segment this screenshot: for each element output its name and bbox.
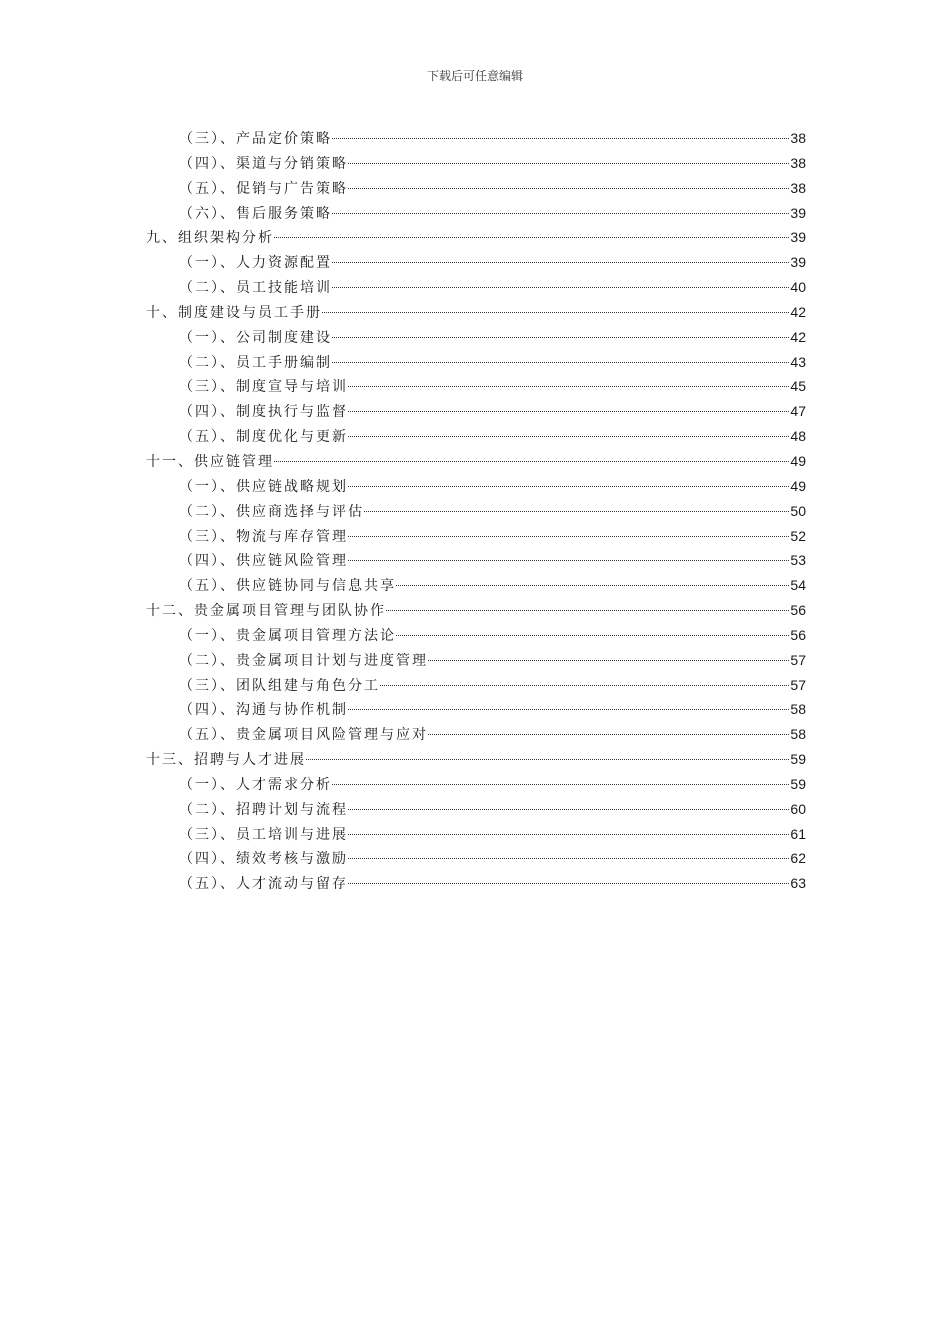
toc-entry-label: （二）、招聘计划与流程 <box>179 801 348 818</box>
toc-entry[interactable] <box>146 275 806 300</box>
toc-dot-leader <box>274 461 789 462</box>
toc-entry-label: 十一、供应链管理 <box>146 453 274 470</box>
toc-page-number: 39 <box>790 204 806 221</box>
toc-entry-label: （三）、产品定价策略 <box>179 131 332 147</box>
toc-page-number: 49 <box>790 477 806 494</box>
toc-entry-label: （二）、员工手册编制 <box>179 354 332 371</box>
toc-dot-leader <box>348 809 789 810</box>
toc-dot-leader <box>386 610 789 611</box>
toc-page-number: 60 <box>790 800 806 817</box>
toc-dot-leader <box>348 411 789 412</box>
toc-page-number: 61 <box>790 825 806 842</box>
toc-dot-leader <box>332 287 789 288</box>
toc-dot-leader <box>396 635 789 636</box>
toc-dot-leader <box>332 337 789 338</box>
toc-entry-label: （六）、售后服务策略 <box>179 205 332 222</box>
toc-page-number: 53 <box>790 552 806 569</box>
toc-page-number: 40 <box>790 279 806 296</box>
toc-entry-label: （五）、供应链协同与信息共享 <box>179 578 396 595</box>
toc-entry-label: 十二、贵金属项目管理与团队协作 <box>146 603 386 620</box>
toc-entry[interactable] <box>146 772 806 797</box>
toc-entry-label: （三）、团队组建与角色分工 <box>179 677 380 694</box>
toc-entry-label: （三）、物流与库存管理 <box>179 528 348 545</box>
toc-dot-leader <box>332 784 789 785</box>
toc-page-number: 45 <box>790 378 806 395</box>
toc-entry[interactable] <box>146 548 806 573</box>
toc-entry-label: （五）、制度优化与更新 <box>179 429 348 446</box>
toc-entry[interactable] <box>146 747 806 772</box>
toc-entry-label: （一）、贵金属项目管理方法论 <box>179 627 396 644</box>
toc-entry[interactable] <box>146 697 806 722</box>
toc-dot-leader <box>348 536 789 537</box>
toc-entry[interactable] <box>146 623 806 648</box>
toc-dot-leader <box>332 362 789 363</box>
toc-dot-leader <box>274 237 789 238</box>
toc-entry[interactable] <box>146 126 806 151</box>
toc-dot-leader <box>348 709 789 710</box>
toc-dot-leader <box>332 138 789 139</box>
toc-entry-label: （一）、公司制度建设 <box>179 329 332 346</box>
toc-entry-label: （五）、贵金属项目风险管理与应对 <box>179 727 428 744</box>
toc-entry-label: （三）、制度宣导与培训 <box>179 379 348 396</box>
toc-entry[interactable] <box>146 871 806 896</box>
toc-entry[interactable] <box>146 374 806 399</box>
toc-dot-leader <box>348 883 789 884</box>
toc-dot-leader <box>348 486 789 487</box>
toc-page-number: 59 <box>790 751 806 768</box>
toc-page-number: 39 <box>790 254 806 271</box>
toc-entry[interactable] <box>146 846 806 871</box>
toc-dot-leader <box>332 262 789 263</box>
toc-entry-label: （二）、供应商选择与评估 <box>179 503 364 520</box>
toc-entry[interactable] <box>146 201 806 226</box>
toc-entry[interactable] <box>146 524 806 549</box>
toc-page-number: 43 <box>790 353 806 370</box>
toc-entry[interactable] <box>146 474 806 499</box>
toc-page-number: 39 <box>790 229 806 246</box>
page-header: 下载后可任意编辑 <box>426 69 523 83</box>
toc-dot-leader <box>396 585 789 586</box>
toc-dot-leader <box>348 188 789 189</box>
toc-page-number: 58 <box>790 701 806 718</box>
toc-dot-leader <box>428 660 789 661</box>
toc-entry-label: （一）、人才需求分析 <box>179 776 332 793</box>
toc-page-number: 59 <box>790 775 806 792</box>
toc-entry[interactable] <box>146 424 806 449</box>
toc-entry[interactable] <box>146 648 806 673</box>
toc-dot-leader <box>348 386 789 387</box>
toc-entry-label: （一）、人力资源配置 <box>179 255 332 272</box>
toc-entry[interactable] <box>146 449 806 474</box>
toc-page-number: 54 <box>790 577 806 594</box>
toc-page-number: 62 <box>790 850 806 867</box>
toc-entry-label: （四）、沟通与协作机制 <box>179 702 348 719</box>
table-of-contents <box>146 126 806 896</box>
toc-dot-leader <box>348 858 789 859</box>
toc-page-number: 58 <box>790 726 806 743</box>
toc-dot-leader <box>348 560 789 561</box>
toc-dot-leader <box>348 834 789 835</box>
toc-entry[interactable] <box>146 573 806 598</box>
toc-dot-leader <box>364 511 789 512</box>
toc-dot-leader <box>348 436 789 437</box>
toc-page-number: 57 <box>790 676 806 693</box>
toc-entry[interactable] <box>146 151 806 176</box>
toc-page-number: 50 <box>790 502 806 519</box>
toc-entry-label: （四）、渠道与分销策略 <box>179 155 348 172</box>
toc-entry[interactable] <box>146 673 806 698</box>
toc-entry-label: （二）、贵金属项目计划与进度管理 <box>179 652 428 669</box>
toc-page-number: 38 <box>790 154 806 171</box>
toc-page-number: 48 <box>790 428 806 445</box>
toc-page-number: 49 <box>790 452 806 469</box>
toc-entry-label: （一）、供应链战略规划 <box>179 478 348 495</box>
toc-page-number: 38 <box>790 130 806 146</box>
toc-entry-label: （三）、员工培训与进展 <box>179 826 348 843</box>
toc-entry[interactable] <box>146 499 806 524</box>
toc-entry[interactable] <box>146 325 806 350</box>
toc-dot-leader <box>380 685 789 686</box>
toc-page-number: 38 <box>790 179 806 196</box>
toc-entry[interactable] <box>146 797 806 822</box>
toc-page-number: 57 <box>790 651 806 668</box>
toc-entry-label: （四）、制度执行与监督 <box>179 404 348 421</box>
toc-entry[interactable] <box>146 350 806 375</box>
toc-entry-label: 十三、招聘与人才进展 <box>146 752 306 769</box>
toc-entry-label: 九、组织架构分析 <box>146 230 274 247</box>
toc-page-number: 63 <box>790 875 806 892</box>
toc-entry[interactable] <box>146 250 806 275</box>
toc-dot-leader <box>348 163 789 164</box>
toc-page-number: 52 <box>790 527 806 544</box>
toc-entry[interactable] <box>146 300 806 325</box>
toc-entry-label: （五）、促销与广告策略 <box>179 180 348 197</box>
toc-entry-label: （四）、供应链风险管理 <box>179 553 348 570</box>
toc-page-number: 56 <box>790 626 806 643</box>
toc-entry[interactable] <box>146 399 806 424</box>
toc-entry-label: （五）、人才流动与留存 <box>179 876 348 893</box>
toc-entry-label: （二）、员工技能培训 <box>179 280 332 297</box>
toc-entry[interactable] <box>146 225 806 250</box>
toc-entry[interactable] <box>146 176 806 201</box>
toc-dot-leader <box>306 759 789 760</box>
toc-entry[interactable] <box>146 722 806 747</box>
toc-dot-leader <box>428 734 789 735</box>
toc-dot-leader <box>332 213 789 214</box>
toc-entry-label: 十、制度建设与员工手册 <box>146 304 322 321</box>
toc-page-number: 42 <box>790 328 806 345</box>
toc-dot-leader <box>322 312 789 313</box>
toc-entry[interactable] <box>146 598 806 623</box>
toc-entry[interactable] <box>146 822 806 847</box>
toc-page-number: 42 <box>790 303 806 320</box>
toc-page-number: 47 <box>790 403 806 420</box>
toc-page-number: 56 <box>790 602 806 619</box>
toc-entry-label: （四）、绩效考核与激励 <box>179 851 348 868</box>
